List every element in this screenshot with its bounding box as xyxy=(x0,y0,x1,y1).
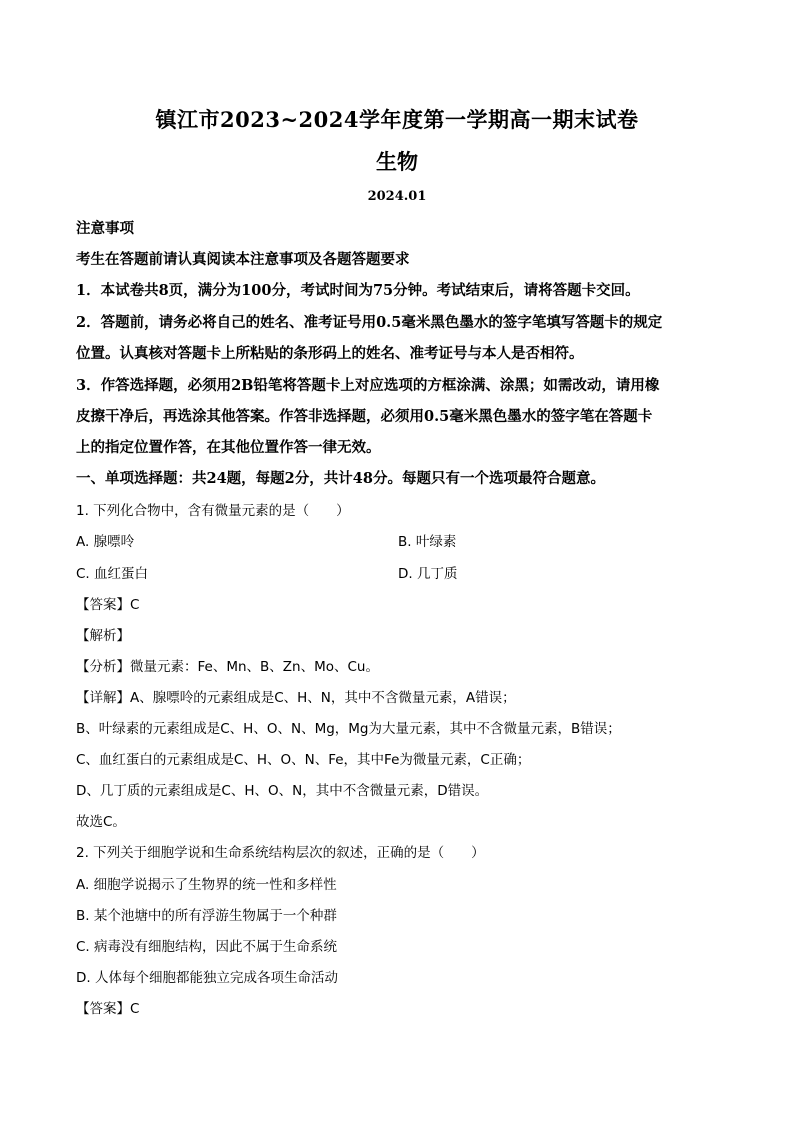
q1-fenxi: 【分析】微量元素：Fe、Mn、B、Zn、Mo、Cu。 xyxy=(76,659,379,675)
notice-item-1: 1．本试卷共8页，满分为100分，考试时间为75分钟。考试结束后，请将答题卡交回。 xyxy=(76,282,640,299)
notice-intro: 考生在答题前请认真阅读本注意事项及各题答题要求 xyxy=(76,251,410,268)
q1-detail-3: C、血红蛋白的元素组成是C、H、O、N、Fe，其中Fe为微量元素，C正确； xyxy=(76,752,531,768)
q1-stem: 1. 下列化合物中，含有微量元素的是（ ） xyxy=(76,503,350,519)
notice-item-3-line-2: 皮擦干净后，再选涂其他答案。作答非选择题，必须用0.5毫米黑色墨水的签字笔在答题卡 xyxy=(76,408,653,425)
q2-option-c: C. 病毒没有细胞结构，因此不属于生命系统 xyxy=(76,939,338,955)
q1-analysis: 【解析】 xyxy=(76,628,130,644)
q1-detail-1: 【详解】A、腺嘌呤的元素组成是C、H、N，其中不含微量元素，A错误； xyxy=(76,690,516,706)
q1-detail-2: B、叶绿素的元素组成是C、H、O、N、Mg，Mg为大量元素，其中不含微量元素，B错误； xyxy=(76,721,621,737)
notice-item-3-line-1: 3．作答选择题，必须用2B铅笔将答题卡上对应选项的方框涂满、涂黑；如需改动，请用橡 xyxy=(76,377,660,394)
q2-stem: 2. 下列关于细胞学说和生命系统结构层次的叙述，正确的是（ ） xyxy=(76,845,485,861)
q1-conclusion: 故选C。 xyxy=(76,814,126,830)
q1-option-d: D. 几丁质 xyxy=(398,566,458,582)
notice-item-3-line-3: 上的指定位置作答，在其他位置作答一律无效。 xyxy=(76,439,381,456)
q2-option-a: A. 细胞学说揭示了生物界的统一性和多样性 xyxy=(76,877,337,893)
q1-option-b: B. 叶绿素 xyxy=(398,534,457,550)
q1-answer: 【答案】C xyxy=(76,597,140,613)
q1-option-a: A. 腺嘌呤 xyxy=(76,534,135,550)
q2-option-d: D. 人体每个细胞都能独立完成各项生命活动 xyxy=(76,970,338,986)
notice-heading: 注意事项 xyxy=(76,220,134,237)
q1-detail-4: D、几丁质的元素组成是C、H、O、N，其中不含微量元素，D错误。 xyxy=(76,783,489,799)
q2-answer: 【答案】C xyxy=(76,1001,140,1017)
exam-subject: 生物 xyxy=(376,149,418,174)
q2-option-b: B. 某个池塘中的所有浮游生物属于一个种群 xyxy=(76,908,337,924)
exam-title: 镇江市2023~2024学年度第一学期高一期末试卷 xyxy=(155,107,639,132)
exam-date: 2024.01 xyxy=(367,189,427,204)
notice-item-2-line-1: 2．答题前，请务必将自己的姓名、准考证号用0.5毫米黑色墨水的签字笔填写答题卡的规定 xyxy=(76,314,663,331)
q1-option-c: C. 血红蛋白 xyxy=(76,566,149,582)
section-heading: 一、单项选择题：共24题，每题2分，共计48分。每题只有一个选项最符合题意。 xyxy=(76,470,605,487)
notice-item-2-line-2: 位置。认真核对答题卡上所粘贴的条形码上的姓名、准考证号与本人是否相符。 xyxy=(76,345,584,362)
